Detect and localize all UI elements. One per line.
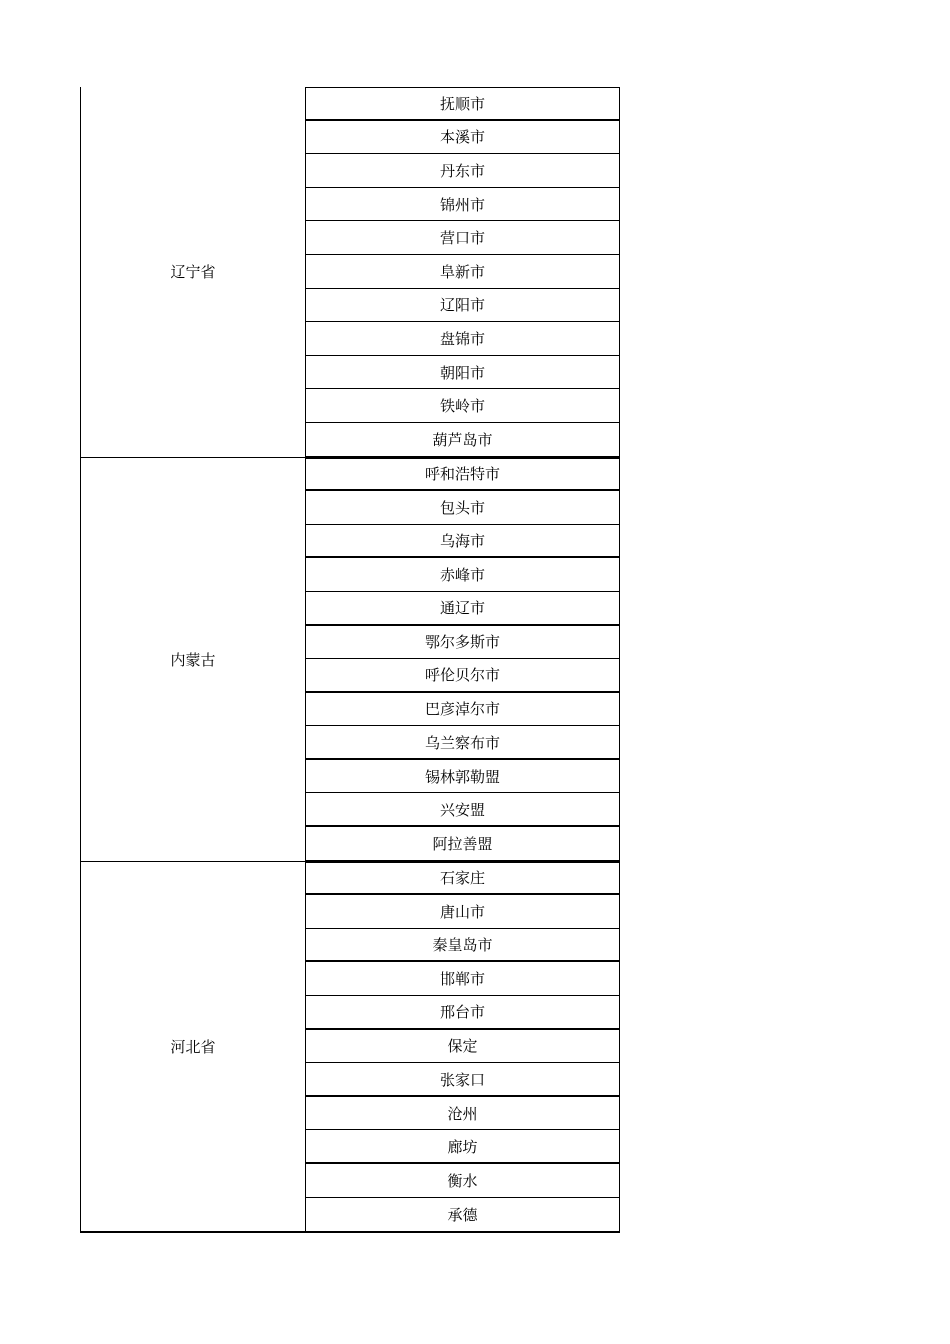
city-cell: 衡水 — [306, 1164, 620, 1198]
city-cell: 石家庄 — [306, 862, 620, 896]
city-cell: 包头市 — [306, 491, 620, 525]
city-cell: 辽阳市 — [306, 289, 620, 323]
city-cell: 乌海市 — [306, 525, 620, 559]
city-cell: 邢台市 — [306, 996, 620, 1030]
city-list — [306, 458, 620, 861]
city-cell: 营口市 — [306, 221, 620, 255]
city-cell: 呼伦贝尔市 — [306, 659, 620, 693]
city-cell: 锡林郭勒盟 — [306, 760, 620, 794]
city-cell: 锦州市 — [306, 188, 620, 222]
city-cell: 沧州 — [306, 1097, 620, 1131]
city-cell: 朝阳市 — [306, 356, 620, 390]
city-cell: 巴彦淖尔市 — [306, 693, 620, 727]
city-cell: 抚顺市 — [306, 87, 620, 121]
city-cell: 呼和浩特市 — [306, 458, 620, 492]
city-cell: 赤峰市 — [306, 558, 620, 592]
city-cell: 承德 — [306, 1198, 620, 1232]
city-cell: 通辽市 — [306, 592, 620, 626]
city-cell: 保定 — [306, 1030, 620, 1064]
province-cell: 内蒙古 — [81, 458, 306, 861]
province-cell: 辽宁省 — [81, 87, 306, 457]
city-cell: 本溪市 — [306, 121, 620, 155]
city-cell: 鄂尔多斯市 — [306, 626, 620, 660]
city-cell: 秦皇岛市 — [306, 929, 620, 963]
city-list — [306, 87, 620, 457]
province-group-neimenggu — [80, 457, 620, 861]
city-cell: 廊坊 — [306, 1130, 620, 1164]
province-group-liaoning — [80, 87, 620, 457]
city-cell: 兴安盟 — [306, 793, 620, 827]
city-cell: 阜新市 — [306, 255, 620, 289]
city-cell: 乌兰察布市 — [306, 726, 620, 760]
city-cell: 葫芦岛市 — [306, 423, 620, 457]
province-group-hebei — [80, 861, 620, 1234]
city-cell: 盘锦市 — [306, 322, 620, 356]
city-cell: 丹东市 — [306, 154, 620, 188]
city-cell: 铁岭市 — [306, 389, 620, 423]
city-list — [306, 862, 620, 1232]
city-cell: 邯郸市 — [306, 962, 620, 996]
region-table — [80, 87, 620, 1233]
city-cell: 张家口 — [306, 1063, 620, 1097]
city-cell: 唐山市 — [306, 895, 620, 929]
city-cell: 阿拉善盟 — [306, 827, 620, 861]
province-cell: 河北省 — [81, 862, 306, 1232]
